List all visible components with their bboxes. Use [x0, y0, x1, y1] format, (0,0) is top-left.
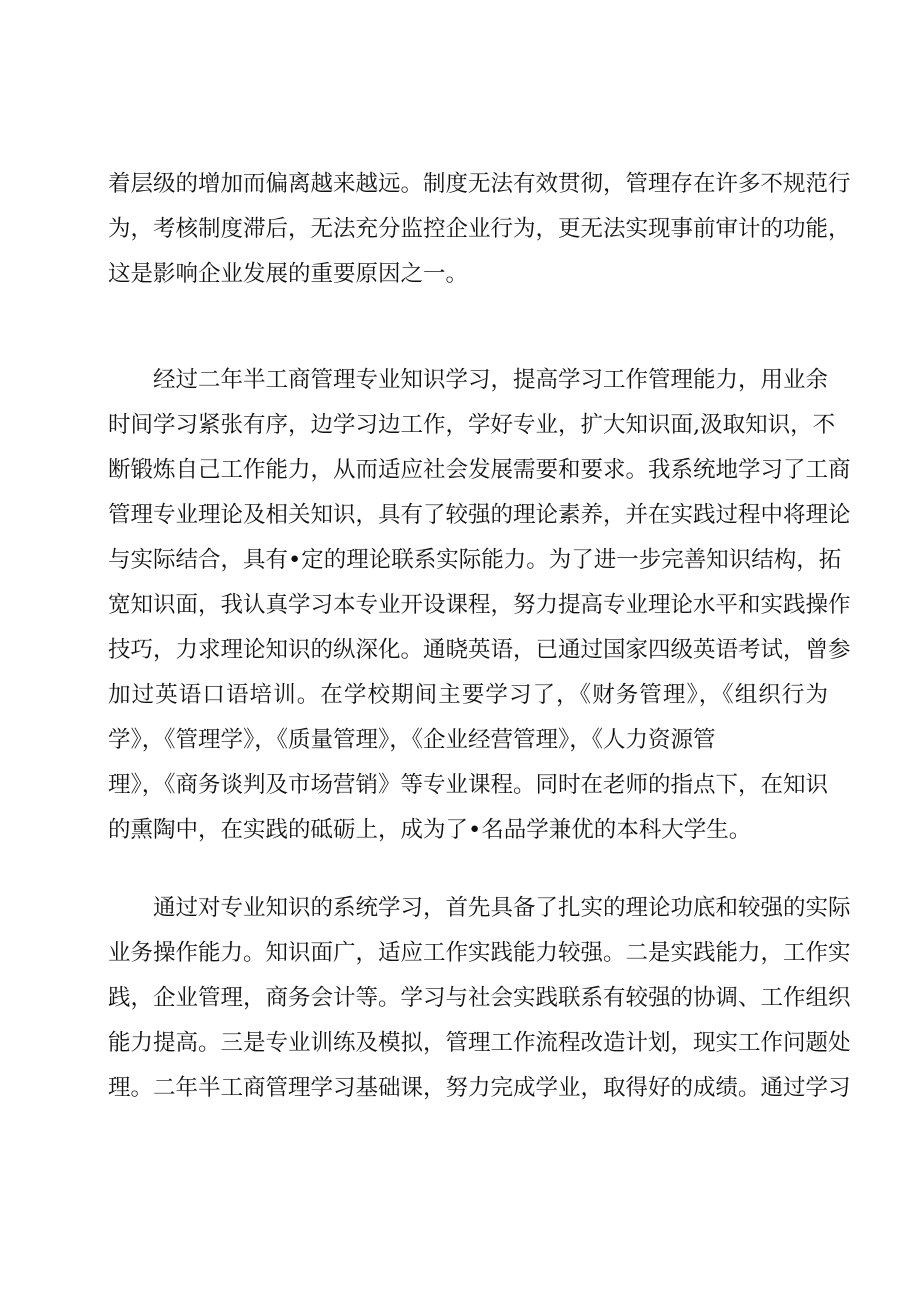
text-line: 加过英语口语培训。在学校期间主要学习了，《财务管理》，《组织行为	[108, 682, 828, 708]
text-line: 断锻炼自己工作能力，从而适应社会发展需要和要求。我系统地学习了工商	[108, 457, 851, 483]
paragraph-3	[108, 886, 851, 1111]
text-line: 业务操作能力。知识面广，适应工作实践能力较强。二是实践能力，工作实	[108, 940, 851, 966]
text-line: 技巧，力求理论知识的纵深化。通晓英语，已通过国家四级英语考试，曾参	[108, 637, 851, 663]
text-line: 的熏陶中，在实践的砥砺上，成为了•名品学兼优的本科大学生。	[108, 817, 752, 843]
text-line: 学》，《管理学》，《质量管理》，《企业经营管理》，《人力资源管	[108, 727, 716, 753]
text-line: 理。二年半工商管理学习基础课，努力完成学业，取得好的成绩。通过学习	[108, 1075, 851, 1101]
text-line: 通过对专业知识的系统学习，首先具备了扎实的理论功底和较强的实际	[153, 895, 851, 921]
paragraph-1	[108, 162, 851, 297]
text-line: 着层级的增加而偏离越来越远。制度无法有效贯彻，管理存在许多不规范行	[108, 171, 851, 197]
text-line: 时间学习紧张有序，边学习边工作，学好专业，扩大知识面,汲取知识，不	[108, 412, 836, 438]
text-line: 经过二年半工商管理专业知识学习，提高学习工作管理能力，用业余	[153, 367, 829, 393]
text-line: 这是影响企业发展的重要原因之一。	[108, 261, 469, 287]
text-line: 宽知识面，我认真学习本专业开设课程，努力提高专业理论水平和实践操作	[108, 592, 851, 618]
text-line: 理》，《商务谈判及市场营销》等专业课程。同时在老师的指点下，在知识	[108, 772, 829, 798]
text-line: 管理专业理论及相关知识，具有了较强的理论素养，并在实践过程中将理论	[108, 502, 851, 528]
paragraph-2	[108, 358, 851, 853]
text-line: 与实际结合，具有•定的理论联系实际能力。为了进一步完善知识结构，拓	[108, 547, 842, 573]
text-line: 为，考核制度滞后，无法充分监控企业行为，更无法实现事前审计的功能，	[108, 216, 851, 242]
text-line: 能力提高。三是专业训练及模拟，管理工作流程改造计划，现实工作问题处	[108, 1030, 851, 1056]
text-line: 践，企业管理，商务会计等。学习与社会实践联系有较强的协调、工作组织	[108, 985, 851, 1011]
